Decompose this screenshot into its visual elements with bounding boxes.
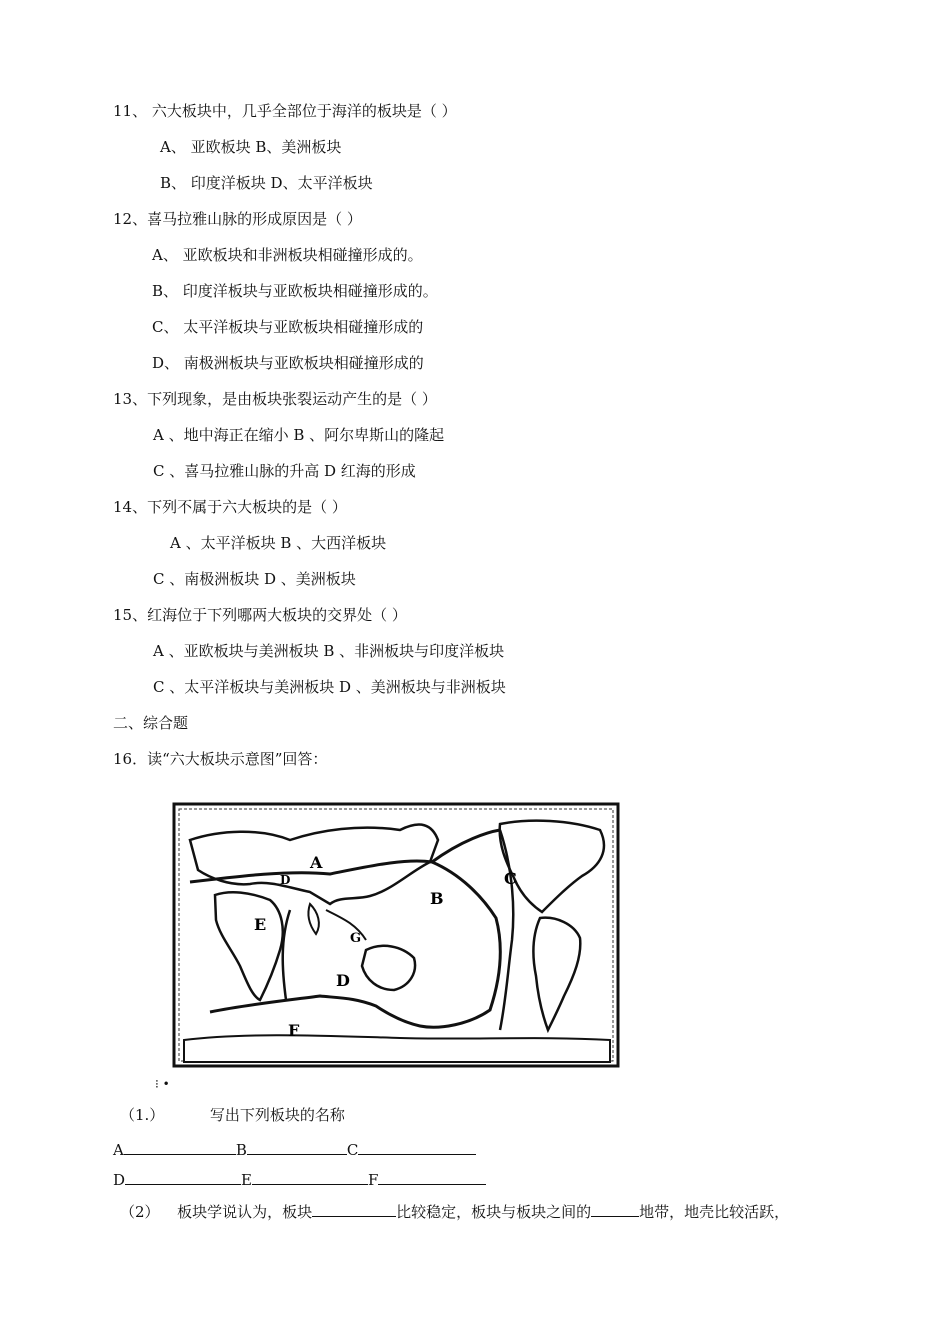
blank-label-f: F — [367, 1171, 379, 1189]
blank-c[interactable] — [358, 1138, 476, 1155]
q12-option-a: A、 亚欧板块和非洲板块相碰撞形成的。 — [152, 246, 423, 264]
q11-options-1: A、 亚欧板块 B、美洲板块 — [160, 138, 342, 156]
blank-b[interactable] — [247, 1138, 347, 1155]
map-label-d: D — [336, 971, 350, 990]
q12-option-b: B、 印度洋板块与亚欧板块相碰撞形成的。 — [152, 282, 438, 300]
map-label-d-small: D — [280, 873, 291, 887]
q13-options-2: C 、喜马拉雅山脉的升高 D 红海的形成 — [153, 462, 416, 480]
blank-label-d: D — [113, 1171, 126, 1189]
q13-stem: 13、下列现象，是由板块张裂运动产生的是（ ） — [113, 390, 437, 408]
blank-label-c: C — [346, 1141, 359, 1159]
blank-label-a: A — [113, 1141, 124, 1159]
sub2-part1: 板块学说认为，板块 — [177, 1203, 313, 1221]
sub2-part2: 比较稳定，板块与板块之间的 — [396, 1203, 592, 1221]
blank-a[interactable] — [124, 1138, 236, 1155]
blank-f[interactable] — [378, 1168, 486, 1185]
map-label-b: B — [430, 889, 444, 908]
blank-row-1 — [113, 1138, 476, 1160]
q14-stem: 14、下列不属于六大板块的是（ ） — [113, 498, 347, 516]
sub2 — [120, 1200, 789, 1222]
blank-row-2 — [113, 1168, 486, 1190]
blank-d[interactable] — [125, 1168, 241, 1185]
plate-map — [170, 800, 622, 1070]
q11-options-2: B、 印度洋板块 D、太平洋板块 — [160, 174, 373, 192]
q12-option-c: C、 太平洋板块与亚欧板块相碰撞形成的 — [152, 318, 424, 336]
q15-options-1: A 、亚欧板块与美洲板块 B 、非洲板块与印度洋板块 — [153, 642, 505, 660]
sub1-text: 写出下列板块的名称 — [209, 1106, 345, 1124]
blank-plate-boundary[interactable] — [591, 1200, 639, 1217]
blank-label-e: E — [241, 1171, 252, 1189]
map-dots-mark: ⁝ • — [155, 1077, 170, 1091]
q14-options-2: C 、南极洲板块 D 、美洲板块 — [153, 570, 356, 588]
sub1-number: （1.） — [120, 1106, 165, 1124]
plate-map-svg — [170, 800, 622, 1070]
sub1 — [120, 1105, 345, 1125]
q12-option-d: D、 南极洲板块与亚欧板块相碰撞形成的 — [152, 354, 424, 372]
sub2-part3: 地带，地壳比较活跃， — [639, 1203, 790, 1221]
map-label-a: A — [310, 853, 323, 872]
blank-plate-interior[interactable] — [312, 1200, 396, 1217]
blank-label-b: B — [235, 1141, 247, 1159]
q15-stem: 15、红海位于下列哪两大板块的交界处（ ） — [113, 606, 407, 624]
q14-options-1: A 、太平洋板块 B 、大西洋板块 — [170, 534, 387, 552]
q13-options-1: A 、地中海正在缩小 B 、阿尔卑斯山的隆起 — [153, 426, 445, 444]
section-title: 二、综合题 — [113, 714, 189, 732]
q11-stem: 11、 六大板块中，几乎全部位于海洋的板块是（ ） — [113, 102, 457, 120]
map-label-f: F — [288, 1021, 300, 1040]
map-label-e: E — [254, 915, 267, 934]
q12-stem: 12、喜马拉雅山脉的形成原因是（ ） — [113, 210, 362, 228]
map-label-c: C — [504, 869, 517, 888]
map-label-g: G — [350, 931, 362, 946]
blank-e[interactable] — [252, 1168, 368, 1185]
q15-options-2: C 、太平洋板块与美洲板块 D 、美洲板块与非洲板块 — [153, 678, 506, 696]
q16-stem: 16．读“六大板块示意图”回答： — [113, 750, 328, 768]
sub2-number: （2） — [120, 1203, 160, 1221]
